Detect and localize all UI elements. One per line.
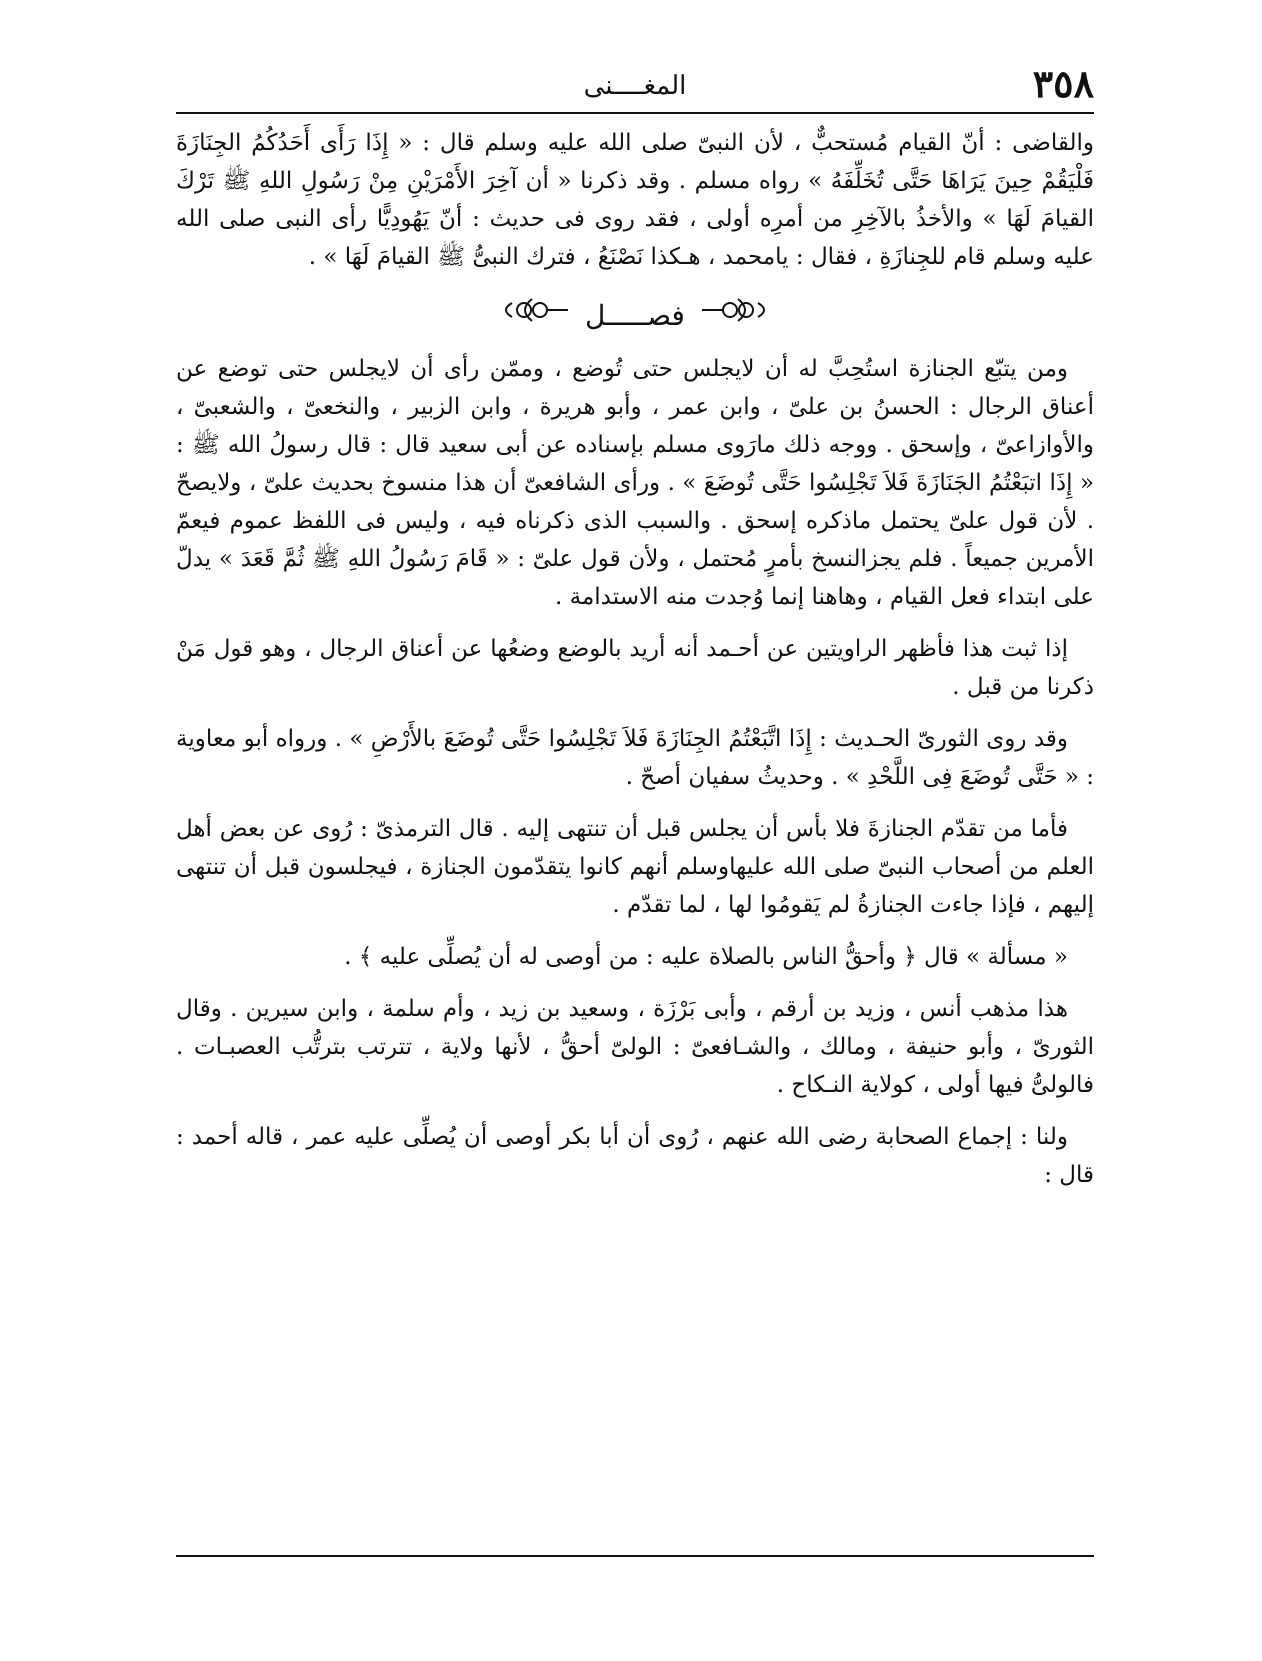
paragraph-2: ومن يتبّع الجنازة استُحِبَّ له أن لايجلس حتى تُوضع ، وممّن رأى أن لايجلس حتى توضع عن أعناق الرجال : الحسنُ بن علىّ ، وابن عمر ، وأبو هريرة ، وابن الزبير ، والنخعىّ ، والشعبىّ ، والأوازاعىّ ، وإسحق . ووجه ذلك مارَوى مسلم بإسناده عن أبى سعيد قال : قال رسولُ الله ﷺ : « إِذَا اتبَعْتُمُ الجَنَازَةَ فَلاَ تَجْلِسُوا حَتَّى تُوضَعَ » . ورأى الشافعىّ أن هذا منسوخ بحديث علىّ ، ولايصحّ . لأن قول علىّ يحتمل ماذكره إسحق . والسبب الذى ذكرناه فيه ، وليس فى اللفظ عموم فيعمّ الأمرين جميعاً . فلم يجزالنسخ بأمرٍ مُحتمل ، ولأن قول علىّ : « قَامَ رَسُولُ اللهِ ﷺ ثُمَّ قَعَدَ » يدلّ على ابتداء فعل القيام ، وهاهنا إنما وُجدت منه الاستدامة . — [176, 356, 1094, 610]
left-ornament-icon — [694, 295, 780, 336]
paragraph-3: إذا ثبت هذا فأظهر الراويتين عن أحـمد أنه أريد بالوضع وضعُها عن أعناق الرجال ، وهو قول مَنْ ذكرنا من قبل . — [176, 636, 1094, 700]
paragraph-5: فأما من تقدّم الجنازةَ فلا بأس أن يجلس قبل أن تنتهى إليه . قال الترمذىّ : رُوى عن بعض أهل العلم من أصحاب النبىّ صلى الله عليهاوسلم أنهم كانوا يتقدّمون الجنازة ، فيجلسون قبل أن تنتهى إليهم ، فإذا جاءت الجنازةُ لم يَقومُوا لها ، لما تقدّم . — [176, 816, 1094, 918]
section-heading-label: فصـــــل — [585, 298, 685, 332]
body-text — [176, 124, 1094, 1194]
right-ornament-icon — [490, 295, 576, 336]
running-head — [176, 60, 1094, 114]
paragraph-8: ولنا : إجماع الصحابة رضى الله عنهم ، رُوى أن أبا بكر أوصى أن يُصلِّى عليه عمر ، قاله أحمد : قال : — [176, 1124, 1094, 1188]
section-heading — [176, 294, 1094, 336]
paragraph-7: هذا مذهب أنس ، وزيد بن أرقم ، وأبى بَرْزَة ، وسعيد بن زيد ، وأم سلمة ، وابن سيرين . وقال الثورىّ ، وأبو حنيفة ، ومالك ، والشـافعىّ : الولىّ أحقُّ ، لأنها ولاية ، تترتب بترتُّب العصبـات . فالولىُّ فيها أولى ، كولاية النـكاح . — [176, 996, 1094, 1098]
page-number: ٣٥٨ — [1032, 61, 1094, 106]
paragraph-6: « مسألة » قال ﴿ وأحقُّ الناس بالصلاة عليه : من أوصى له أن يُصلِّى عليه ﴾ . — [344, 944, 1068, 970]
paragraph-4: وقد روى الثورىّ الحـديث : إِذَا اتَّبَعْتُمُ الجِنَازَةَ فَلاَ تَجْلِسُوا حَتَّى تُوضَعَ بالأَرْضِ » . ورواه أبو معاوية : « حَتَّى تُوضَعَ فِى اللَّحْدِ » . وحديثُ سفيان أصحّ . — [176, 726, 1094, 790]
paragraph-1: والقاضى : أنّ القيام مُستحبٌّ ، لأن النبىّ صلى الله عليه وسلم قال : « إِذَا رَأَى أَحَدُكُمُ الجِنَازَةَ فَلْيَقُمْ حِينَ يَرَاهَا حَتَّى تُخَلِّفَهُ » رواه مسلم . وقد ذكرنا « أن آخِرَ الأَمْرَيْنِ مِنْ رَسُولِ اللهِ ﷺ تَرْكَ القيامَ لَهَا » والأخذُ بالآخِرِ من أمرِه أولى ، فقد روى فى حديث : أنّ يَهُودِيًّا رأى النبى صلى الله عليه وسلم قام للجِنازَةِ ، فقال : يامحمد ، هـكذا نَصْنَعُ ، فترك النبىُّ ﷺ القيامَ لَهَا » . — [176, 130, 1094, 270]
footnote-rule — [176, 1555, 1094, 1557]
book-page — [176, 60, 1094, 1620]
book-title: المغــــنى — [583, 71, 687, 101]
